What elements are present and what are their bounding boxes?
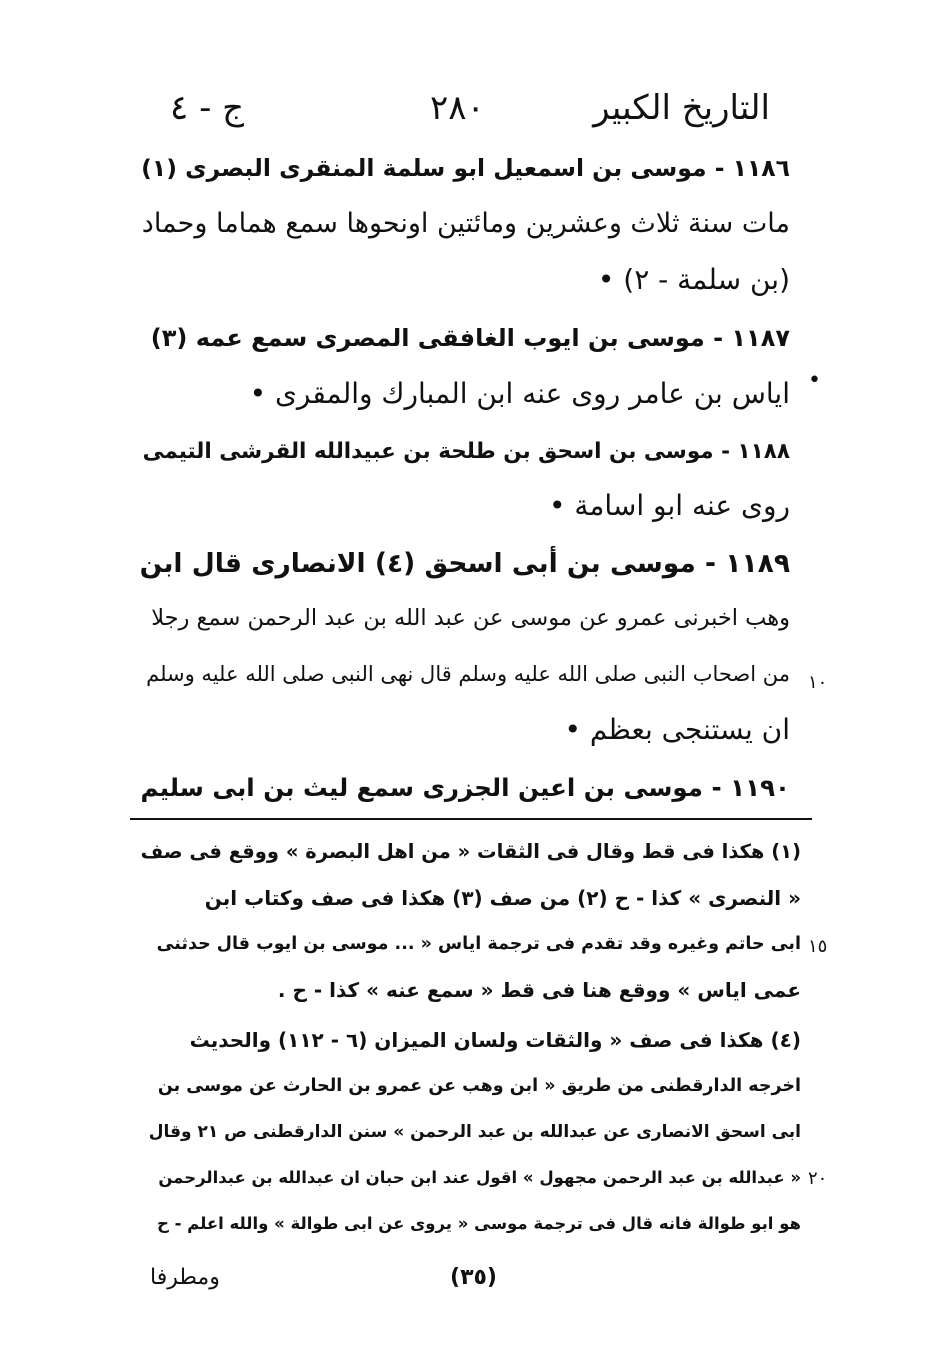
entry-1188-heading: ١١٨٨ - موسى بن اسحق بن طلحة بن عبيدالله القرشى التيمى bbox=[142, 439, 790, 464]
footnote-line: هو ابو طوالة فانه قال فى ترجمة موسى « يروى عن ابى طوالة » والله اعلم - ح bbox=[156, 1214, 801, 1233]
entry-1188-text: روى عنه ابو اسامة • bbox=[548, 489, 790, 522]
running-title: التاريخ الكبير bbox=[593, 88, 770, 128]
line-number-10: ١٠ bbox=[808, 672, 828, 693]
bullet-marker: • bbox=[808, 368, 821, 393]
footnote-line: ابى اسحق الانصارى عن عبدالله بن عبد الرحمن » سنن الدارقطنى ص ٢١ وقال bbox=[148, 1122, 801, 1142]
line-number-15: ١٥ bbox=[808, 936, 828, 957]
catchword: ومطرفا bbox=[150, 1265, 220, 1290]
entry-1187-text: اياس بن عامر روى عنه ابن المبارك والمقرى • bbox=[249, 377, 790, 410]
footnote-line: ابى حاتم وغيره وقد تقدم فى ترجمة اياس « ... موسى بن ايوب قال حدثنى bbox=[156, 934, 801, 954]
line-number-20: ٢٠ bbox=[808, 1168, 828, 1189]
entry-1189-text-2: من اصحاب النبى صلى الله عليه وسلم قال نهى النبى صلى الله عليه وسلم bbox=[146, 662, 790, 686]
entry-1190-heading: ١١٩٠ - موسى بن اعين الجزرى سمع ليث بن ابى سليم bbox=[140, 773, 790, 802]
entry-1189-heading: ١١٨٩ - موسى بن أبى اسحق (٤) الانصارى قال ابن bbox=[139, 548, 790, 579]
signature-mark: (٣٥) bbox=[450, 1265, 497, 1290]
footnote-line: (١) هكذا فى قط وقال فى الثقات « من اهل البصرة » ووقع فى صف bbox=[140, 840, 801, 863]
entry-1186-text-end: (بن سلمة - ٢) • bbox=[597, 263, 790, 296]
page-footer bbox=[140, 1256, 800, 1300]
entry-1186-text: مات سنة ثلاث وعشرين ومائتين اونحوها سمع هماما وحماد bbox=[141, 208, 790, 239]
footnote-line: عمى اياس » ووقع هنا فى قط « سمع عنه » كذا - ح . bbox=[277, 978, 801, 1002]
footnote-divider bbox=[130, 818, 812, 820]
entry-1186-heading: ١١٨٦ - موسى بن اسمعيل ابو سلمة المنقرى البصرى (١) bbox=[141, 154, 790, 182]
footnote-line: (٤) هكذا فى صف « والثقات ولسان الميزان (٦ - ١١٢) والحديث bbox=[189, 1028, 801, 1052]
entry-1189-text: وهب اخبرنى عمرو عن موسى عن عبد الله بن عبد الرحمن سمع رجلا bbox=[151, 605, 790, 631]
entry-1187-heading: ١١٨٧ - موسى بن ايوب الغافقى المصرى سمع عمه (٣) bbox=[150, 324, 790, 352]
footnote-line: اخرجه الدارقطنى من طريق « ابن وهب عن عمرو بن الحارث عن موسى بن bbox=[157, 1076, 801, 1096]
page-number: ٢٨٠ bbox=[430, 88, 485, 128]
volume-label: ج - ٤ bbox=[170, 88, 245, 128]
entry-1189-text-end: ان يستنجى بعظم • bbox=[564, 713, 790, 746]
page-header bbox=[160, 80, 770, 136]
footnote-line: « عبدالله بن عبد الرحمن مجهول » اقول عند ابن حبان ان عبدالله بن عبدالرحمن bbox=[158, 1168, 801, 1187]
footnote-line: « النصرى » كذا - ح (٢) من صف (٣) هكذا فى صف وكتاب ابن bbox=[204, 886, 801, 910]
